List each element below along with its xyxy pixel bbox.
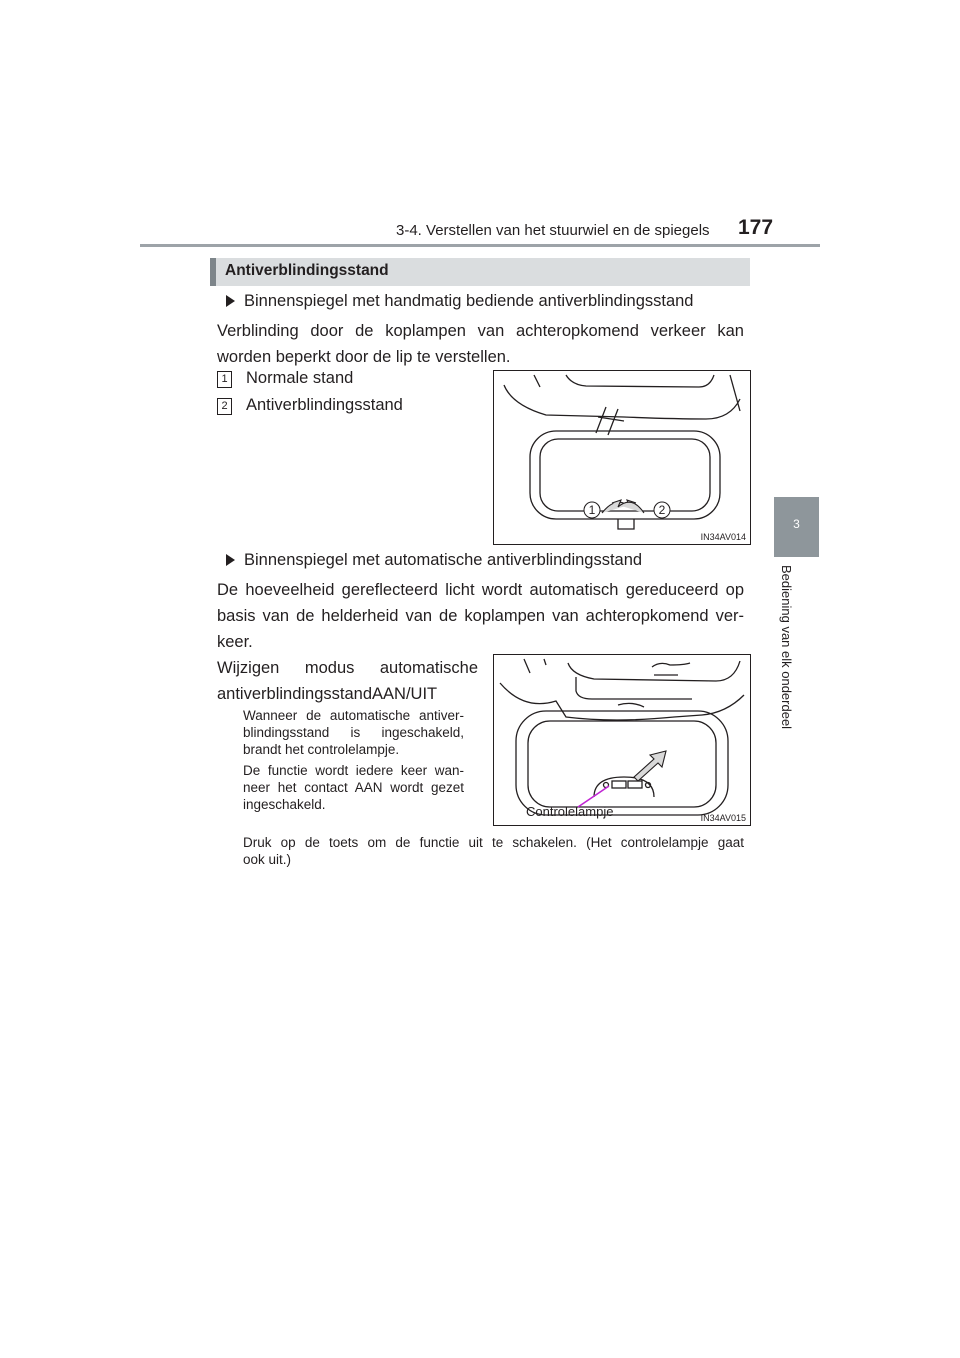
chapter-title-vertical bbox=[770, 565, 820, 765]
note-indicator-1: Wanneer de automatische antiver- bbox=[243, 708, 464, 723]
callout-1-label: 1 bbox=[588, 503, 596, 517]
manual-mirror-description-1: Verblinding door de koplampen van achteropkomend verkeer kan bbox=[217, 322, 744, 340]
auto-mirror-description-2: basis van de helderheid van de koplampen van achteropkomend ver- bbox=[217, 607, 744, 625]
auto-mirror-illustration bbox=[494, 655, 750, 825]
item-number-badge: 1 bbox=[217, 371, 232, 388]
note-indicator-3: brandt het controlelampje. bbox=[243, 742, 400, 757]
chapter-title: Bediening van elk onderdeel bbox=[779, 565, 794, 730]
note-switch-off-2: ook uit.) bbox=[243, 852, 292, 867]
list-item-antiglare bbox=[217, 396, 403, 415]
manual-mirror-bullet bbox=[226, 292, 693, 311]
note-indicator-2: blindingsstand is ingeschakeld, bbox=[243, 725, 464, 740]
toggle-instruction-2: antiverblindingsstandAAN/UIT bbox=[217, 685, 438, 703]
auto-mirror-bullet-text: Binnenspiegel met automatische antiverblindingsstand bbox=[244, 551, 643, 569]
auto-mirror-description-1: De hoeveelheid gereflecteerd licht wordt automatisch gereduceerd op bbox=[217, 581, 744, 599]
manual-mirror-figure bbox=[493, 370, 751, 545]
auto-mirror-description-3: keer. bbox=[217, 633, 253, 651]
note-ignition-1: De functie wordt iedere keer wan- bbox=[243, 763, 464, 778]
toggle-instruction-1: Wijzigen modus automatische bbox=[217, 659, 478, 677]
triangle-bullet-icon bbox=[226, 295, 235, 307]
page-number: 177 bbox=[738, 216, 774, 239]
list-item-normal bbox=[217, 369, 353, 388]
triangle-bullet-icon bbox=[226, 554, 235, 566]
item-number-badge: 2 bbox=[217, 398, 232, 415]
indicator-label: Controlelampje bbox=[526, 804, 614, 819]
header-section-title: 3-4. Verstellen van het stuurwiel en de spiegels bbox=[396, 222, 710, 239]
manual-mirror-illustration bbox=[494, 371, 750, 544]
auto-mirror-figure bbox=[493, 654, 751, 826]
note-switch-off-1: Druk op de toets om de functie uit te schakelen. (Het controlelampje gaat bbox=[243, 835, 744, 850]
auto-mirror-bullet bbox=[226, 551, 642, 570]
chapter-tab bbox=[774, 497, 819, 557]
manual-mirror-bullet-text: Binnenspiegel met handmatig bediende antiverblindingsstand bbox=[244, 292, 694, 310]
chapter-number: 3 bbox=[793, 517, 800, 531]
note-ignition-3: ingeschakeld. bbox=[243, 797, 326, 812]
callout-2-label: 2 bbox=[658, 503, 666, 517]
section-heading-bar bbox=[210, 258, 216, 286]
item-label: Antiverblindingsstand bbox=[246, 396, 403, 414]
figure-code: IN34AV015 bbox=[700, 813, 746, 823]
note-ignition-2: neer het contact AAN wordt gezet bbox=[243, 780, 464, 795]
figure-code: IN34AV014 bbox=[700, 532, 746, 542]
section-heading-title: Antiverblindingsstand bbox=[225, 262, 389, 279]
section-heading bbox=[210, 258, 750, 286]
header-divider bbox=[140, 244, 820, 247]
manual-mirror-description-2: worden beperkt door de lip te verstellen. bbox=[217, 348, 511, 366]
item-label: Normale stand bbox=[246, 369, 354, 387]
